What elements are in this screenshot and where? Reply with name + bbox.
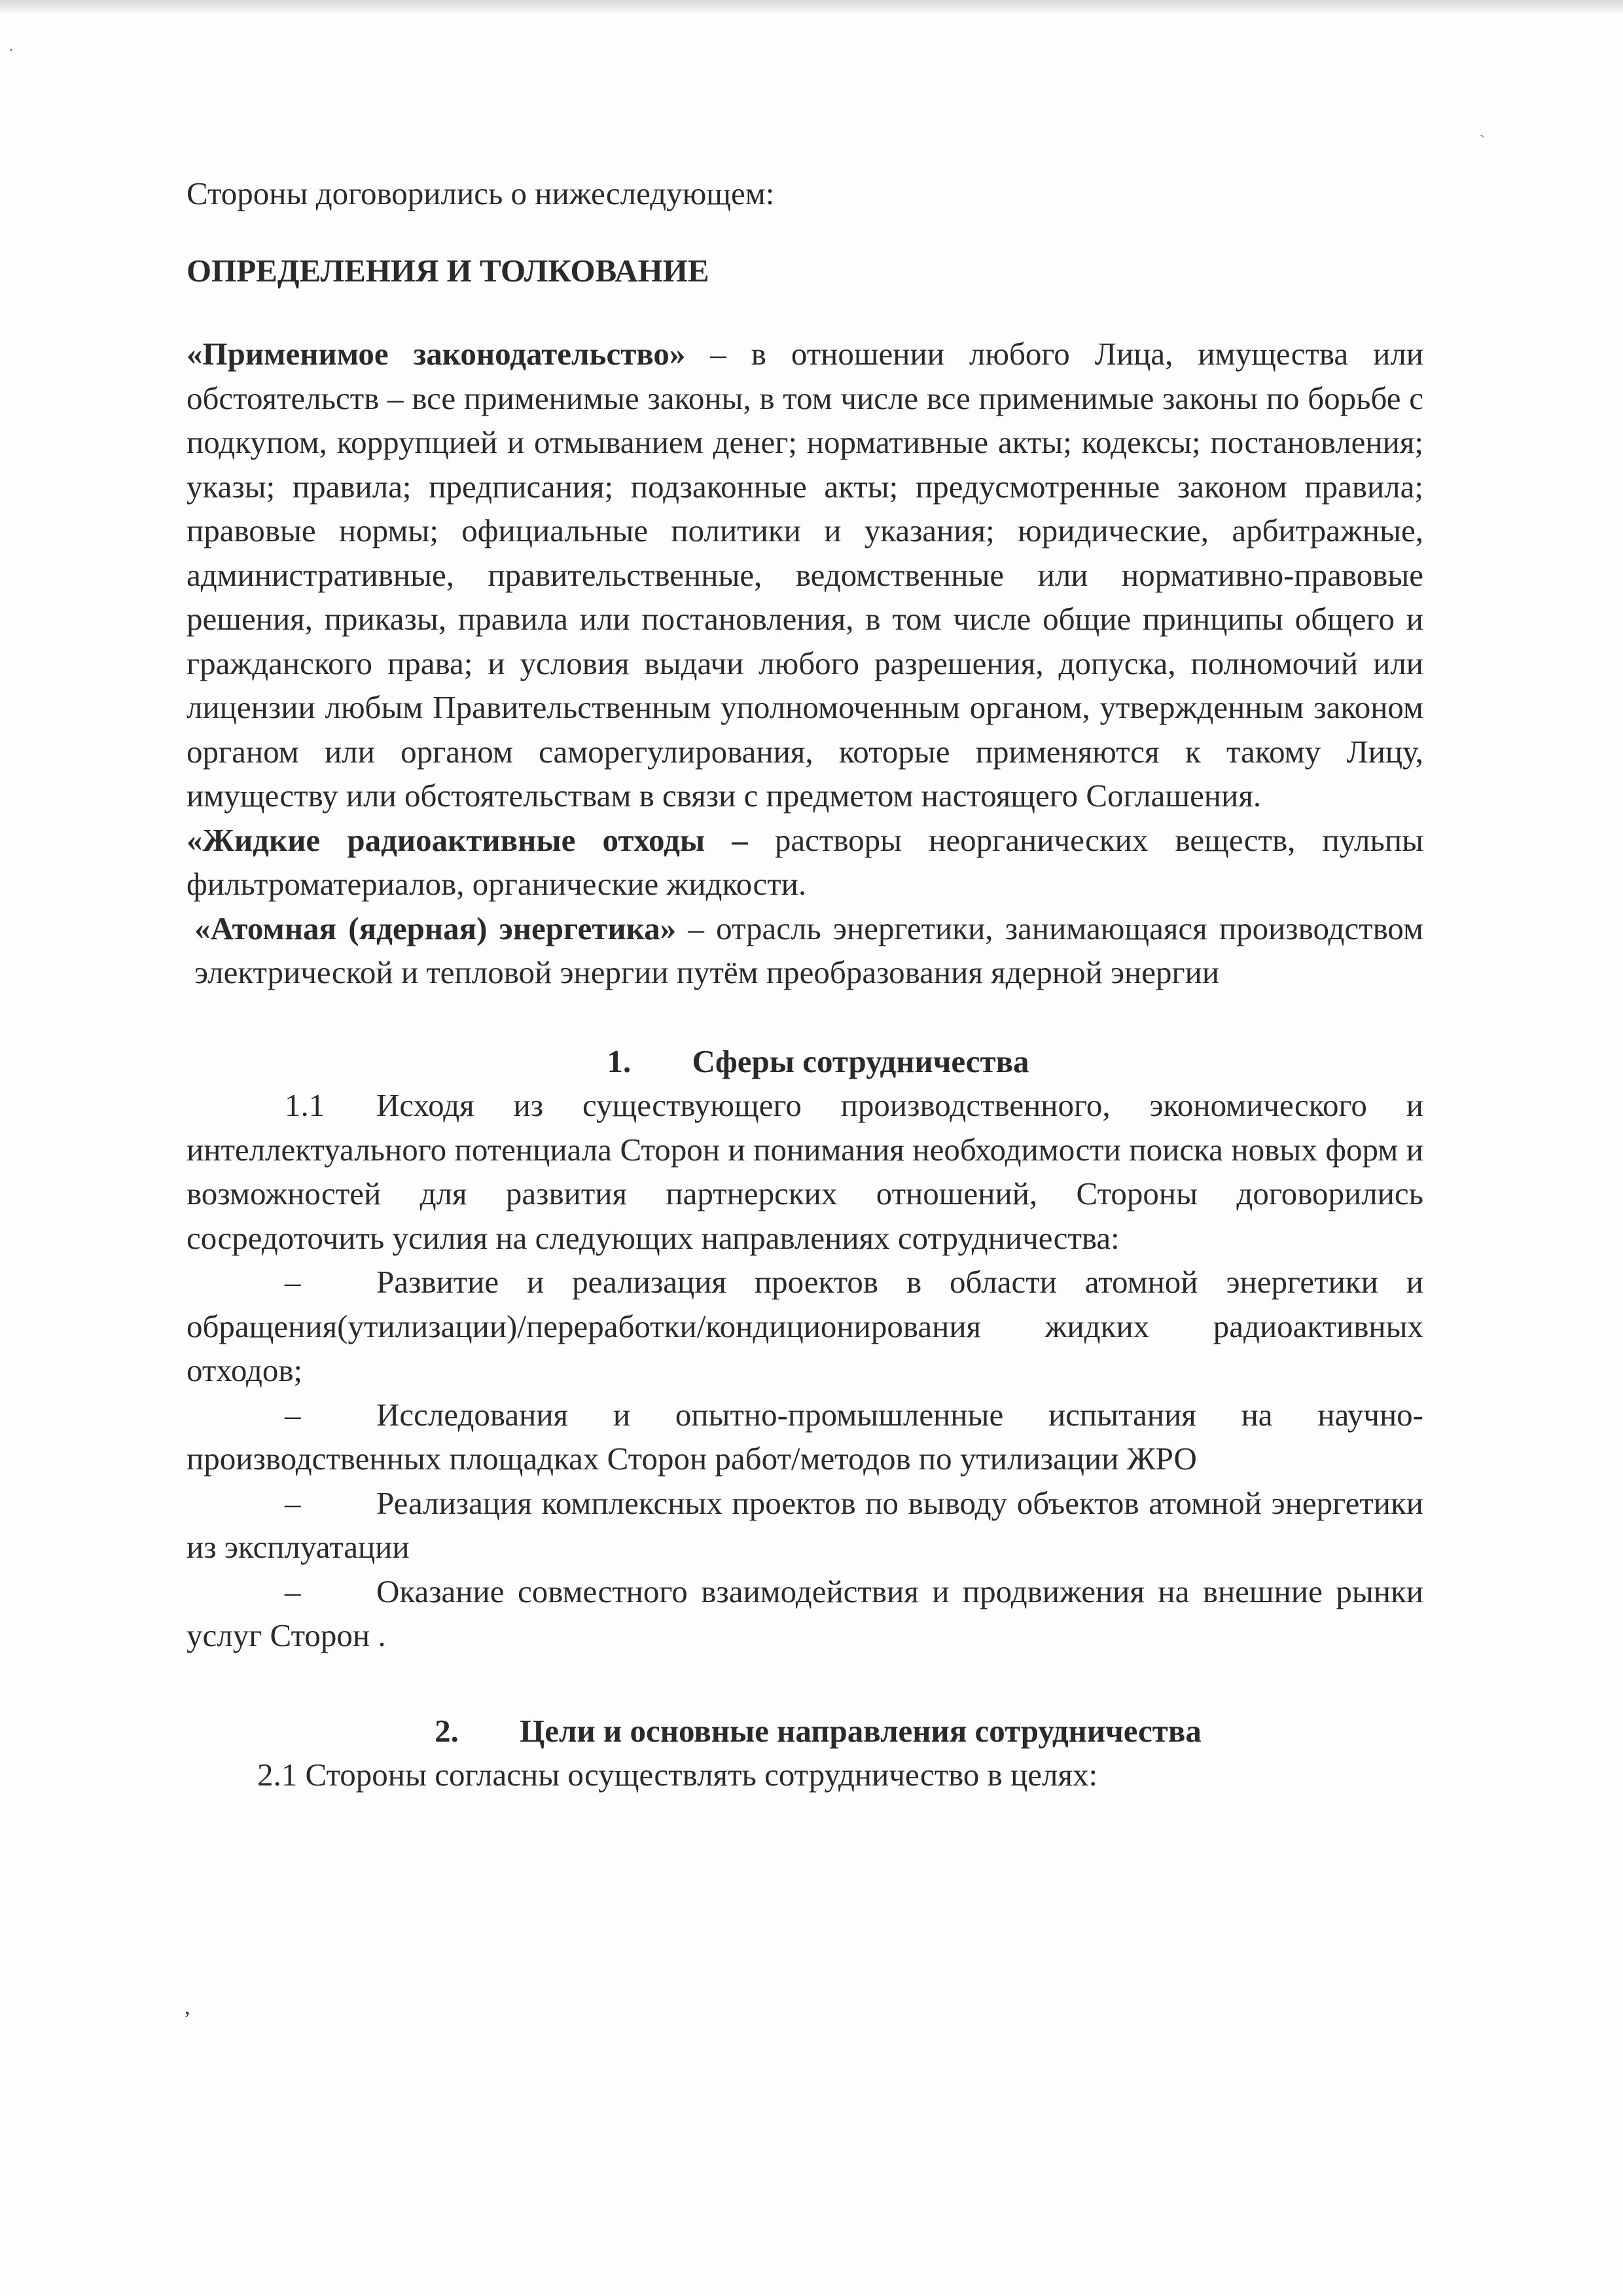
paragraph-1-1: [187, 1083, 1423, 1260]
scan-speck: ·: [8, 39, 14, 61]
section-title-text: Сферы сотрудничества: [692, 1043, 1029, 1079]
dash-bullet: –: [285, 1396, 301, 1433]
section-1-title: [187, 1039, 1423, 1084]
definition-text: – в отношении любого Лица, имущества или обстоятельств – все применимые законы, в том числе все применимые законы по борьбе с подкупом, коррупцией и отмыванием денег; нормативные акты; кодексы; постановления; указы; правила; предписания; подзаконные акты; предусмотренные законом правила; правовые нормы; официальные политики и указания; юридические, арбитражные, административные, правительственные, ведомственные или нормативно-правовые решения, приказы, правила или постановления, в том числе общие принципы общего и гражданского права; и условия выдачи любого разрешения, допуска, полномочий или лицензии любым Правительственным уполномоченным органом, утвержденным законом органом или органом саморегулирования, которые применяются к такому Лицу, имуществу или обстоятельствам в связи с предметом настоящего Соглашения.: [187, 336, 1423, 814]
definition-applicable-law: [187, 332, 1423, 818]
section-title-text: Цели и основные направления сотрудничества: [520, 1712, 1202, 1749]
list-item-text: Оказание совместного взаимодействия и продвижения на внешние рынки услуг Сторон .: [187, 1573, 1423, 1653]
dash-bullet: –: [285, 1573, 301, 1609]
definition-text: растворы неорганических веществ, пульпы фильтроматериалов, органические жидкости.: [187, 821, 1423, 902]
paragraph-2-1: 2.1 Стороны согласны осуществлять сотрудничество в целях:: [257, 1757, 1098, 1793]
paragraph-text: Исходя из существующего производственного, экономического и интеллектуального потенциала Сторон и понимания необходимости поиска новых форм и возможностей для развития партнерских отношений, Стороны договорились сосредоточить усилия на следующих направлениях сотрудничества:: [187, 1087, 1423, 1256]
list-item-text: Исследования и опытно-промышленные испытания на научно-производственных площадках Сторон работ/методов по утилизации ЖРО: [187, 1396, 1423, 1477]
list-item: [187, 1393, 1423, 1481]
definition-term: «Применимое законодательство»: [187, 336, 686, 372]
section-number: 2.: [435, 1712, 459, 1749]
list-item: [187, 1570, 1423, 1658]
dash-bullet: –: [285, 1264, 301, 1300]
document-body: [187, 171, 1423, 1797]
intro-paragraph: Стороны договорились о нижеследующем:: [187, 175, 775, 211]
definitions-heading: ОПРЕДЕЛЕНИЯ И ТОЛКОВАНИЕ: [187, 252, 709, 289]
definition-term: «Атомная (ядерная) энергетика»: [194, 910, 677, 946]
list-item-text: Развитие и реализация проектов в области атомной энергетики и обращения(утилизации)/переработки/кондиционирования жидких радиоактивных отходов;: [187, 1264, 1423, 1388]
section-number: 1.: [607, 1043, 632, 1079]
definition-term: «Жидкие радиоактивные отходы –: [187, 821, 748, 858]
scan-edge-shadow: [0, 0, 1623, 14]
scan-speck: ,: [185, 1995, 190, 2019]
definition-nuclear-energy: [187, 906, 1423, 995]
dash-bullet: –: [285, 1484, 301, 1521]
list-item: [187, 1260, 1423, 1393]
scan-speck: ˎ: [1479, 117, 1486, 138]
definition-text: – отрасль энергетики, занимающаяся производством электрической и тепловой энергии путём преобразования ядерной энергии: [194, 910, 1424, 990]
section-2-title: [187, 1709, 1423, 1753]
list-item-text: Реализация комплексных проектов по выводу объектов атомной энергетики из эксплуатации: [187, 1484, 1423, 1565]
list-item: [187, 1481, 1423, 1570]
definition-liquid-waste: [187, 818, 1423, 906]
paragraph-number: 1.1: [285, 1087, 325, 1123]
